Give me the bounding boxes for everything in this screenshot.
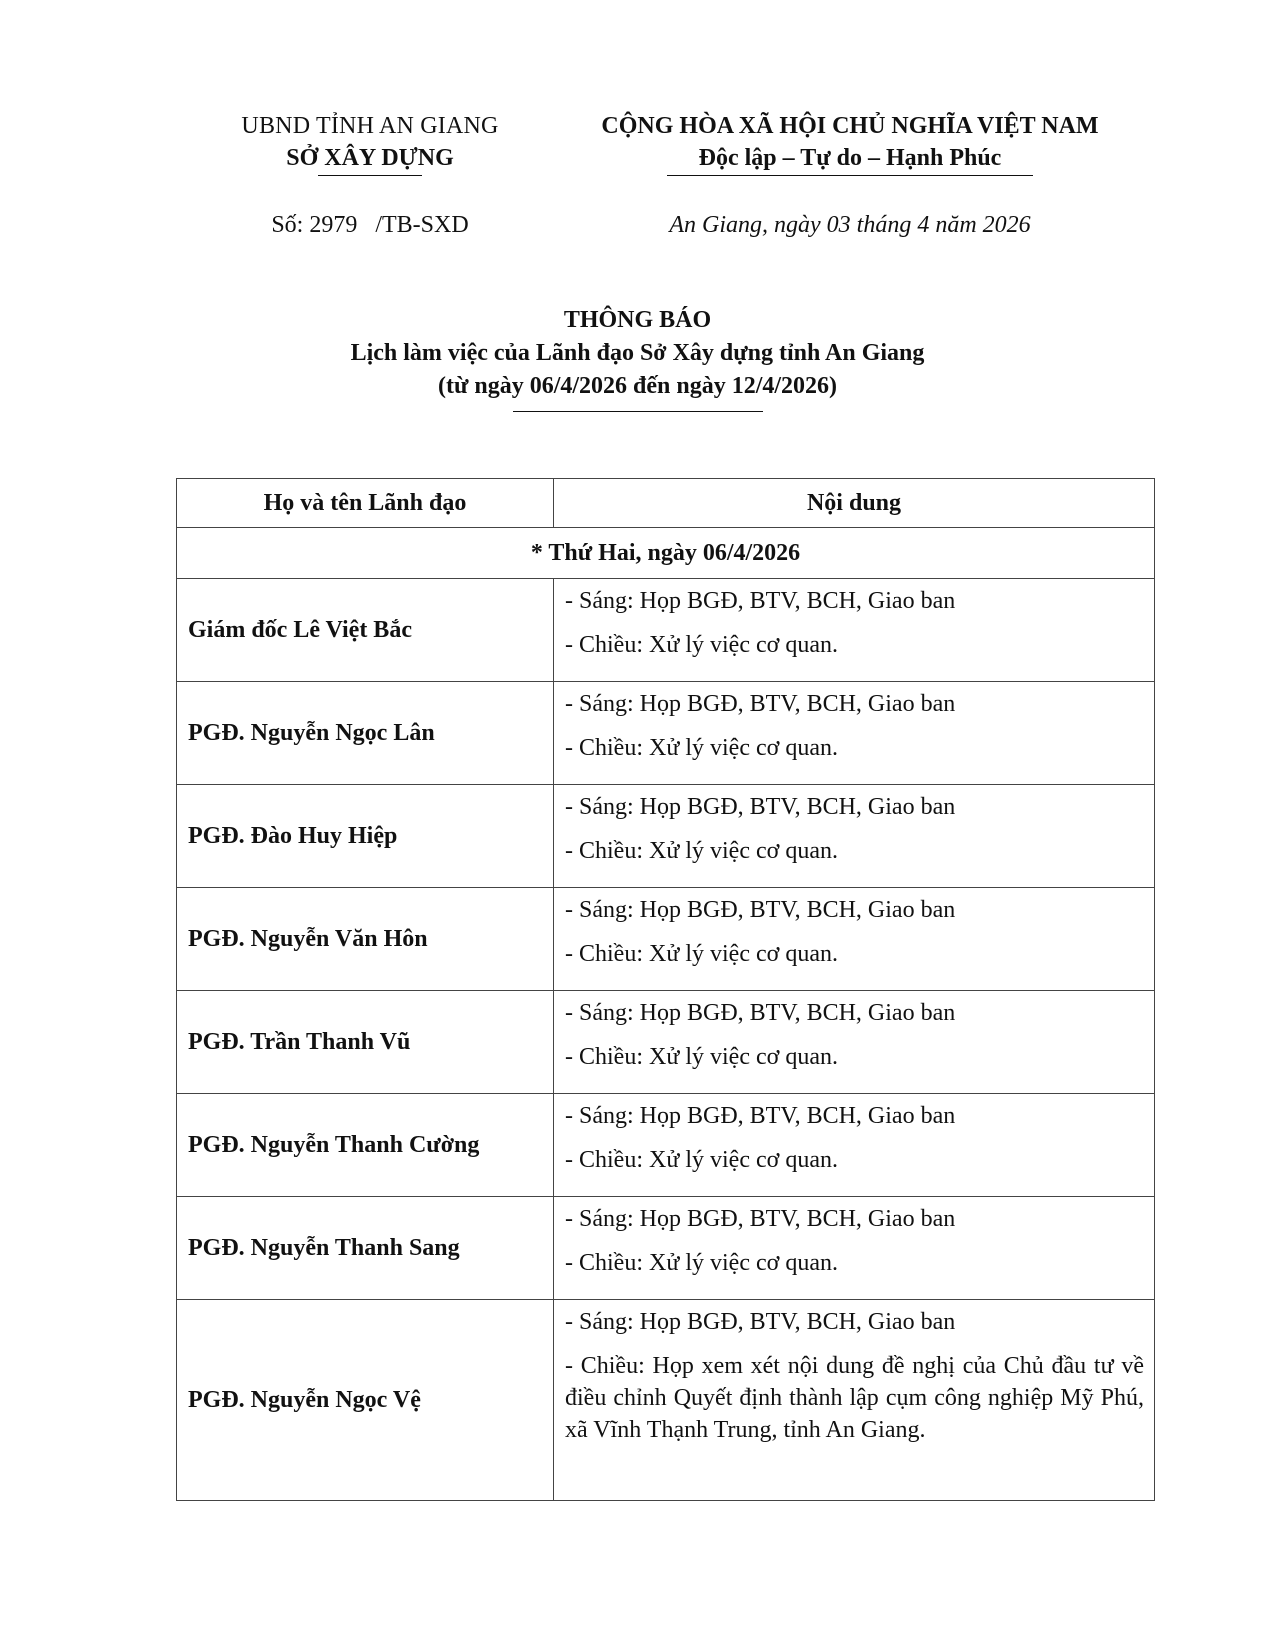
afternoon-item: - Chiều: Xử lý việc cơ quan. — [565, 941, 838, 967]
morning-item: - Sáng: Họp BGĐ, BTV, BCH, Giao ban — [565, 794, 956, 820]
leader-name: PGĐ. Nguyễn Ngọc Vệ — [177, 1300, 554, 1501]
schedule-content — [554, 1300, 1155, 1501]
issuing-authority — [180, 110, 560, 176]
motto-underline — [667, 175, 1033, 176]
national-motto: Độc lập – Tự do – Hạnh Phúc — [698, 145, 1002, 171]
leader-name: PGĐ. Nguyễn Văn Hôn — [177, 888, 554, 991]
department-name: SỞ XÂY DỰNG — [286, 145, 454, 171]
table-row — [177, 1300, 1155, 1501]
schedule-content — [554, 682, 1155, 785]
leader-name: Giám đốc Lê Việt Bắc — [177, 579, 554, 682]
column-header-name: Họ và tên Lãnh đạo — [177, 479, 554, 528]
table-row — [177, 888, 1155, 991]
morning-item: - Sáng: Họp BGĐ, BTV, BCH, Giao ban — [565, 1309, 956, 1335]
schedule-content — [554, 785, 1155, 888]
document-subtitle: Lịch làm việc của Lãnh đạo Sở Xây dựng tỉnh An Giang — [350, 340, 925, 366]
table-row — [177, 682, 1155, 785]
schedule-table — [176, 478, 1155, 1501]
table-row — [177, 785, 1155, 888]
leader-name: PGĐ. Nguyễn Thanh Sang — [177, 1197, 554, 1300]
column-header-content: Nội dung — [554, 479, 1155, 528]
date-range: (từ ngày 06/4/2026 đến ngày 12/4/2026) — [437, 373, 838, 399]
schedule-content — [554, 888, 1155, 991]
leader-name: PGĐ. Nguyễn Thanh Cường — [177, 1094, 554, 1197]
department-underline — [318, 175, 422, 176]
afternoon-item: - Chiều: Xử lý việc cơ quan. — [565, 1044, 838, 1070]
leader-name: PGĐ. Nguyễn Ngọc Lân — [177, 682, 554, 785]
schedule-content — [554, 1197, 1155, 1300]
afternoon-item: - Chiều: Họp xem xét nội dung đề nghị của Chủ đầu tư về điều chỉnh Quyết định thành lập cụm công nghiệp Mỹ Phú, xã Vĩnh Thạnh Trung, tỉnh An Giang. — [565, 1353, 1144, 1443]
national-heading — [540, 110, 1160, 176]
table-row — [177, 1094, 1155, 1197]
afternoon-item: - Chiều: Xử lý việc cơ quan. — [565, 838, 838, 864]
schedule-content — [554, 991, 1155, 1094]
document-title-block — [0, 304, 1275, 412]
afternoon-item: - Chiều: Xử lý việc cơ quan. — [565, 735, 838, 761]
agency-name: UBND TỈNH AN GIANG — [241, 113, 499, 139]
table-row — [177, 1197, 1155, 1300]
morning-item: - Sáng: Họp BGĐ, BTV, BCH, Giao ban — [565, 1103, 956, 1129]
afternoon-item: - Chiều: Xử lý việc cơ quan. — [565, 632, 838, 658]
morning-item: - Sáng: Họp BGĐ, BTV, BCH, Giao ban — [565, 1000, 956, 1026]
document-number: Số: 2979 /TB-SXD — [271, 212, 469, 238]
country-name: CỘNG HÒA XÃ HỘI CHỦ NGHĨA VIỆT NAM — [601, 113, 1099, 139]
schedule-content — [554, 579, 1155, 682]
table-header-row — [177, 479, 1155, 528]
title-underline — [513, 411, 763, 412]
afternoon-item: - Chiều: Xử lý việc cơ quan. — [565, 1250, 838, 1276]
table-row — [177, 991, 1155, 1094]
document-date: An Giang, ngày 03 tháng 4 năm 2026 — [669, 212, 1031, 238]
day-row — [177, 528, 1155, 579]
morning-item: - Sáng: Họp BGĐ, BTV, BCH, Giao ban — [565, 588, 956, 614]
day-label: * Thứ Hai, ngày 06/4/2026 — [177, 528, 1155, 579]
morning-item: - Sáng: Họp BGĐ, BTV, BCH, Giao ban — [565, 897, 956, 923]
leader-name: PGĐ. Đào Huy Hiệp — [177, 785, 554, 888]
document-title: THÔNG BÁO — [563, 307, 712, 333]
table-row — [177, 579, 1155, 682]
schedule-content — [554, 1094, 1155, 1197]
afternoon-item: - Chiều: Xử lý việc cơ quan. — [565, 1147, 838, 1173]
morning-item: - Sáng: Họp BGĐ, BTV, BCH, Giao ban — [565, 691, 956, 717]
morning-item: - Sáng: Họp BGĐ, BTV, BCH, Giao ban — [565, 1206, 956, 1232]
leader-name: PGĐ. Trần Thanh Vũ — [177, 991, 554, 1094]
